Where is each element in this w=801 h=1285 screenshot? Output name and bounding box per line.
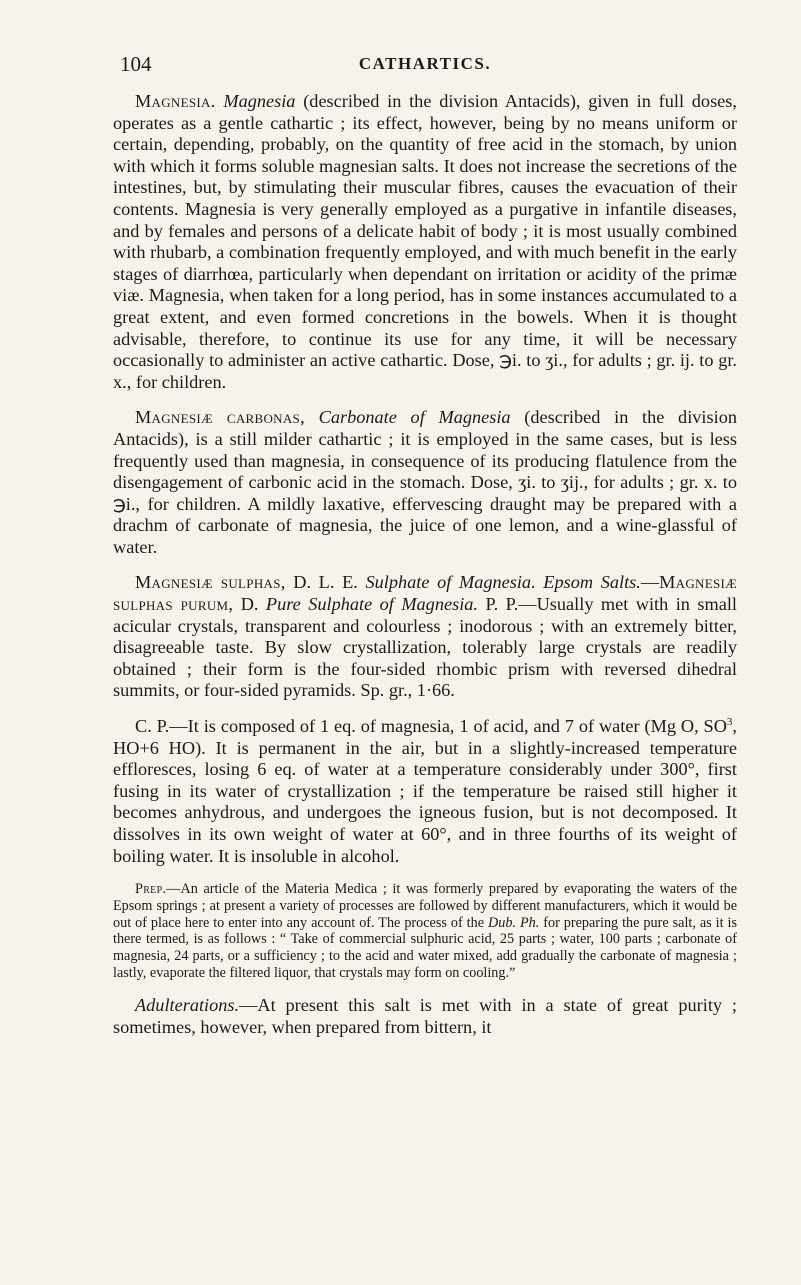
physical-properties-text: P. P.—Usually met with in small acicular crystals, transparent and colourless ; inodorous ; with an extremely bitter, disagreeable taste. By slow crystallization, tolerably large crystals are readily obtained ; their form is the four-sided rhombic prism with reversed dihedral summits, or four-sided pyramids. Sp. gr., 1·66.	[113, 594, 737, 701]
prep-text-a: —An article of the Materia Medica ; it was formerly prepared by evaporating the waters of the Epsom springs ; at present a variety of processes are followed by different manufacturers, which it would be out of place here to enter into any account of. The process of the	[113, 881, 737, 931]
entry-title-sulphas: Sulphate of Magnesia. Epsom Salts.	[365, 572, 641, 593]
page-body	[113, 91, 737, 1039]
superscript-3: 3	[726, 715, 733, 728]
page-number: 104	[120, 52, 152, 76]
adulterations-head: Adulterations.	[135, 995, 240, 1016]
section-sulphas	[113, 572, 737, 1038]
entry-title-magnesia: Magnesia	[223, 91, 296, 111]
pharmacopoeia-code-dub: D.	[233, 594, 266, 615]
entry-title-carbonas: Carbonate of Magnesia	[318, 407, 511, 428]
section-carbonas	[113, 407, 737, 558]
entry-head-sulphas: Magnesiæ sulphas,	[135, 572, 286, 593]
text-carbonas: (described in the division Antacids), is a still milder cathartic ; it is employed in the same cases, but is less frequently used than magnesia, in consequence of its producing flatulence from the disengagement of carbonic acid in the stomach. Dose, ʒi. to ʒij., for adults ; gr. x. to ℈i., for children. A mildly laxative, effervescing draught may be prepared with a drachm of carbonate of magnesia, the juice of one lemon, and a wine-glassful of water.	[113, 407, 737, 557]
chemical-properties-text-b: , HO+6 HO). It is permanent in the air, but in a slightly-increased temperature effloresces, losing 6 eq. of water at a temperature considerably under 300°, first fusing in its water of crystallization ; if the temperature be raised still higher it becomes anhydrous, and undergoes the igneous fusion, but is not decomposed. It dissolves in its own weight of water at 60°, and in three fourths of its weight of boiling water. It is insoluble in alcohol.	[113, 716, 737, 866]
prep-head: Prep.	[135, 881, 167, 898]
prep-dub-ph: Dub. Ph.	[487, 914, 540, 931]
prep-text-b: for preparing the pure salt, as it is there termed, is as follows : “ Take of commercial sulphuric acid, 25 parts ; water, 100 parts ; carbonate of magnesia, 24 parts, or a sufficiency ; to the acid and water mixed, add gradually the carbonate of magnesia ; lastly, evaporate the filtered liquor, that crystals may form on cooling.”	[113, 914, 737, 981]
section-magnesia	[113, 91, 737, 393]
running-title: CATHARTICS.	[358, 54, 492, 73]
paragraph-carbonas	[113, 407, 737, 558]
adulterations-text: —At present this salt is met with in a state of great purity ; sometimes, however, when prepared from bittern, it	[113, 995, 737, 1037]
paragraph-adulterations	[113, 995, 737, 1038]
paragraph-chemical-properties	[113, 716, 737, 867]
entry-title-sulphas-purum: Pure Sulphate of Magnesia.	[265, 594, 478, 615]
paragraph-preparation	[113, 881, 737, 981]
dash: —	[640, 572, 660, 593]
chemical-properties-text-a: C. P.—It is composed of 1 eq. of magnesia, 1 of acid, and 7 of water (Mg O, SO	[135, 716, 727, 737]
entry-head-carbonas: Magnesiæ carbonas,	[135, 407, 305, 428]
paragraph-magnesia	[113, 91, 737, 393]
page-header	[120, 52, 730, 78]
text-magnesia: (described in the division Antacids), given in full doses, operates as a gentle cathartic ; its effect, however, being by no means uniform or certain, depending, probably, on the quantity of free acid in the stomach, by union with which it forms soluble magnesian salts. It does not increase the secretions of the intestines, but, by stimulating their muscular fibres, causes the evacuation of their contents. Magnesia is very generally employed as a purgative in infantile diseases, and by females and persons of a delicate habit of body ; it is most usually combined with rhubarb, a combination frequently employed, and with much benefit in the early stages of diarrhœa, particularly when dependant on irritation or acidity of the primæ viæ. Magnesia, when taken for a long period, has in some instances accumulated to a great extent, and even formed concretions in the bowels. When it is thought advisable, therefore, to continue its use for any time, it will be necessary occasionally to administer an active cathartic. Dose, ℈i. to ʒi., for adults ; gr. ij. to gr. x., for children.	[113, 91, 737, 392]
entry-head-magnesia: Magnesia.	[135, 91, 216, 111]
entry-head-sulphas-purum: Magnesiæ sulphas purum,	[113, 572, 738, 615]
paragraph-sulphas-title	[113, 572, 737, 702]
pharmacopoeia-codes: D. L. E.	[285, 572, 366, 593]
